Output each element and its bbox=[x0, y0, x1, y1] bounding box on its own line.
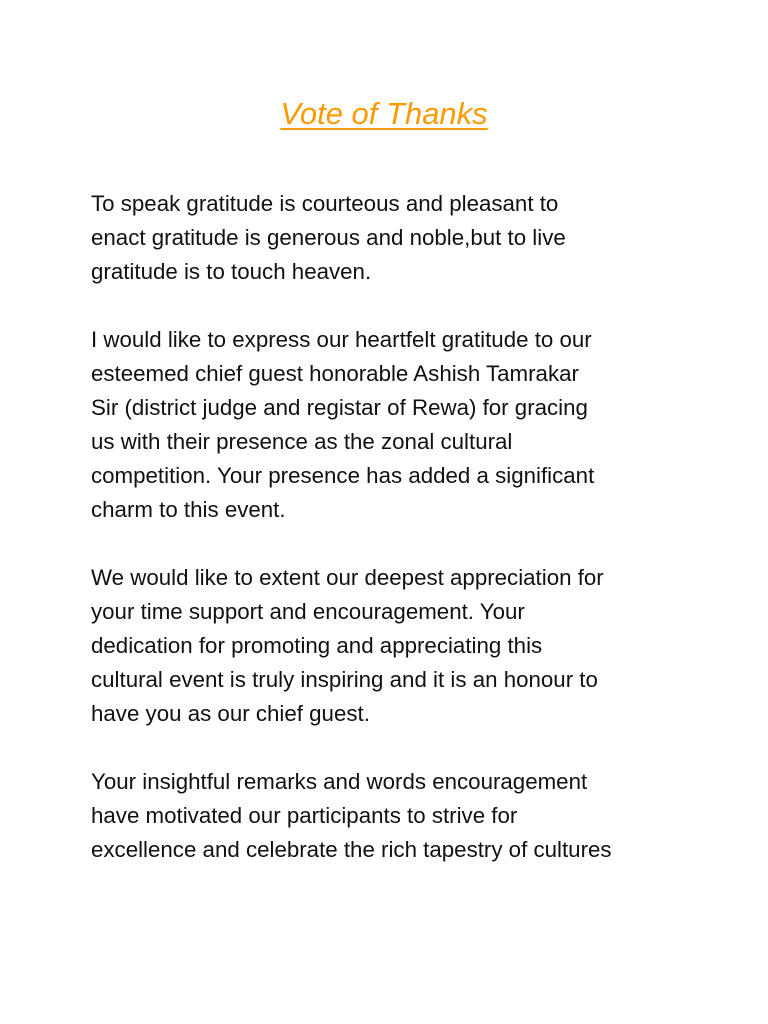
text-line: us with their presence as the zonal cultural bbox=[91, 429, 513, 454]
text-line: esteemed chief guest honorable Ashish Tamrakar bbox=[91, 361, 579, 386]
paragraph-4 bbox=[91, 765, 691, 867]
document-title: Vote of Thanks bbox=[280, 96, 488, 131]
paragraph-1 bbox=[91, 187, 691, 289]
text-line: To speak gratitude is courteous and pleasant to bbox=[91, 191, 559, 216]
text-line: Your insightful remarks and words encouragement bbox=[91, 769, 588, 794]
text-line: I would like to express our heartfelt gratitude to our bbox=[91, 327, 592, 352]
text-line: dedication for promoting and appreciating this bbox=[91, 633, 543, 658]
text-line: competition. Your presence has added a significant bbox=[91, 463, 595, 488]
text-line: Sir (district judge and registar of Rewa) for gracing bbox=[91, 395, 588, 420]
text-line: excellence and celebrate the rich tapestry of cultures bbox=[91, 837, 612, 862]
document-body bbox=[91, 187, 691, 901]
text-line: gratitude is to touch heaven. bbox=[91, 259, 372, 284]
text-line: have motivated our participants to strive for bbox=[91, 803, 518, 828]
text-line: enact gratitude is generous and noble,but to live bbox=[91, 225, 566, 250]
text-line: cultural event is truly inspiring and it is an honour to bbox=[91, 667, 598, 692]
text-line: your time support and encouragement. Your bbox=[91, 599, 525, 624]
text-line: We would like to extent our deepest appreciation for bbox=[91, 565, 604, 590]
text-line: have you as our chief guest. bbox=[91, 701, 370, 726]
paragraph-2 bbox=[91, 323, 691, 527]
text-line: charm to this event. bbox=[91, 497, 286, 522]
paragraph-3 bbox=[91, 561, 691, 731]
